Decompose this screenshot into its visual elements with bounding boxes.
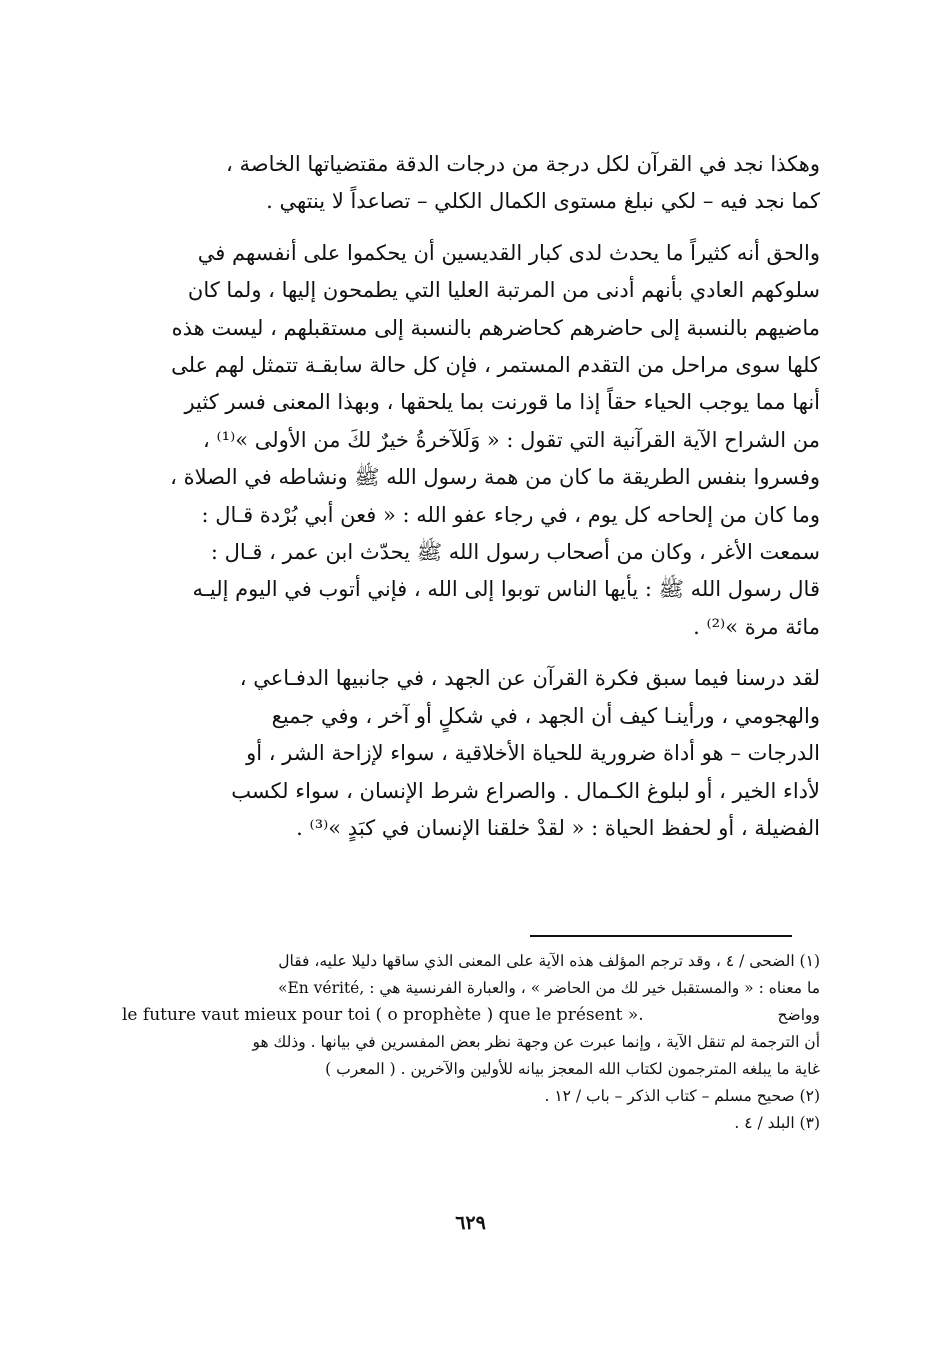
page-number: ٦٢٩ (455, 1212, 486, 1234)
text-line: سمعت الأغر ، وكان من أصحاب رسول الله ﷺ يحدّث ابن عمر ، قـال : (210, 540, 820, 565)
paragraph-2 (120, 235, 820, 646)
footnote-2: (٢) صحيح مسلم – كتاب الذكر – باب / ١٢ . (544, 1087, 820, 1105)
text-line: من الشراح الآية القرآنية التي تقول : « وَلَلآخرةُ خيرٌ لكَ من الأولى »⁽¹⁾ ، (203, 427, 820, 452)
text-line: مائة مرة »⁽²⁾ . (693, 614, 820, 639)
footnotes (122, 948, 820, 1137)
text-line: وما كان من إلحاحه كل يوم ، في رجاء عفو الله : « فعن أبي بُرْدة قـال : (201, 502, 820, 527)
text-line: قال رسول الله ﷺ : يأيها الناس توبوا إلى الله ، فإني أتوب في اليوم إليـه (192, 577, 820, 602)
footnote-separator (530, 935, 792, 937)
text-line: لقد درسنا فيما سبق فكرة القرآن عن الجهد ، في جانبيها الدفـاعي ، (239, 666, 820, 691)
text-line: الدرجات – هو أداة ضرورية للحياة الأخلاقية ، سواء لإزاحة الشر ، أو (246, 741, 820, 766)
text-line: الفضيلة ، أو لحفظ الحياة : « لقدْ خلقنا الإنسان في كبَدٍ »⁽³⁾ . (296, 815, 820, 840)
text-line: كما نجد فيه – لكي نبلغ مستوى الكمال الكلي – تصاعداً لا ينتهي . (266, 189, 820, 214)
text-line: ماضيهم بالنسبة إلى حاضرهم كحاضرهم بالنسبة إلى مستقبلهم ، ليست هذه (171, 315, 820, 340)
footnote-1-line: أن الترجمة لم تنقل الآية ، وإنما عبرت عن وجهة نظر بعض المفسرين في بيانها . وذلك هو (252, 1033, 820, 1051)
text-line: وفسروا بنفس الطريقة ما كان من همة رسول الله ﷺ ونشاطه في الصلاة ، (170, 465, 820, 490)
footnote-1-line: (١) الضحى / ٤ ، وقد ترجم المؤلف هذه الآية على المعنى الذي ساقها دليلا عليه، فقال (278, 952, 820, 970)
paragraph-3 (120, 660, 820, 847)
text-line: كلها سوى مراحل من التقدم المستمر ، فإن كل حالة سابقـة تتمثل لهم على (171, 353, 820, 378)
footnote-3: (٣) البلد / ٤ . (734, 1114, 820, 1132)
footnote-1-french-line (122, 1002, 820, 1029)
text-line: والحق أنه كثيراً ما يحدث لدى كبار القديسين أن يحكموا على أنفسهم في (197, 240, 820, 265)
text-line: والهجومي ، ورأينـا كيف أن الجهد ، في شكلٍ أو آخر ، وفي جميع (271, 703, 820, 728)
text-line: وهكذا نجد في القرآن لكل درجة من درجات الدقة مقتضياتها الخاصة ، (226, 152, 820, 176)
paragraph-1 (120, 146, 820, 221)
footnote-1-line: ما معناه : « والمستقبل خير لك من الحاضر » ، والعبارة الفرنسية هي : ,En vérité» (277, 979, 820, 997)
text-line: أنها مما يوجب الحياء حقاً إذا ما قورنت بما يلحقها ، وبهذا المعنى فسر كثير (184, 390, 820, 415)
main-text (120, 146, 820, 861)
footnote-1-arabic-lead: وواضح (777, 1006, 820, 1024)
footnote-1-line: غاية ما يبلغه المترجمون لكتاب الله المعجز بيانه للأولين والآخرين . ( المعرب ) (325, 1060, 820, 1078)
footnote-1-french-text: le future vaut mieux pour toi ( o prophète ) que le présent ». (122, 1005, 644, 1025)
text-line: سلوكهم العادي بأنهم أدنى من المرتبة العليا التي يطمحون إليها ، ولما كان (187, 278, 820, 303)
text-line: لأداء الخير ، أو لبلوغ الكـمال . والصراع شرط الإنسان ، سواء لكسب (231, 778, 820, 803)
